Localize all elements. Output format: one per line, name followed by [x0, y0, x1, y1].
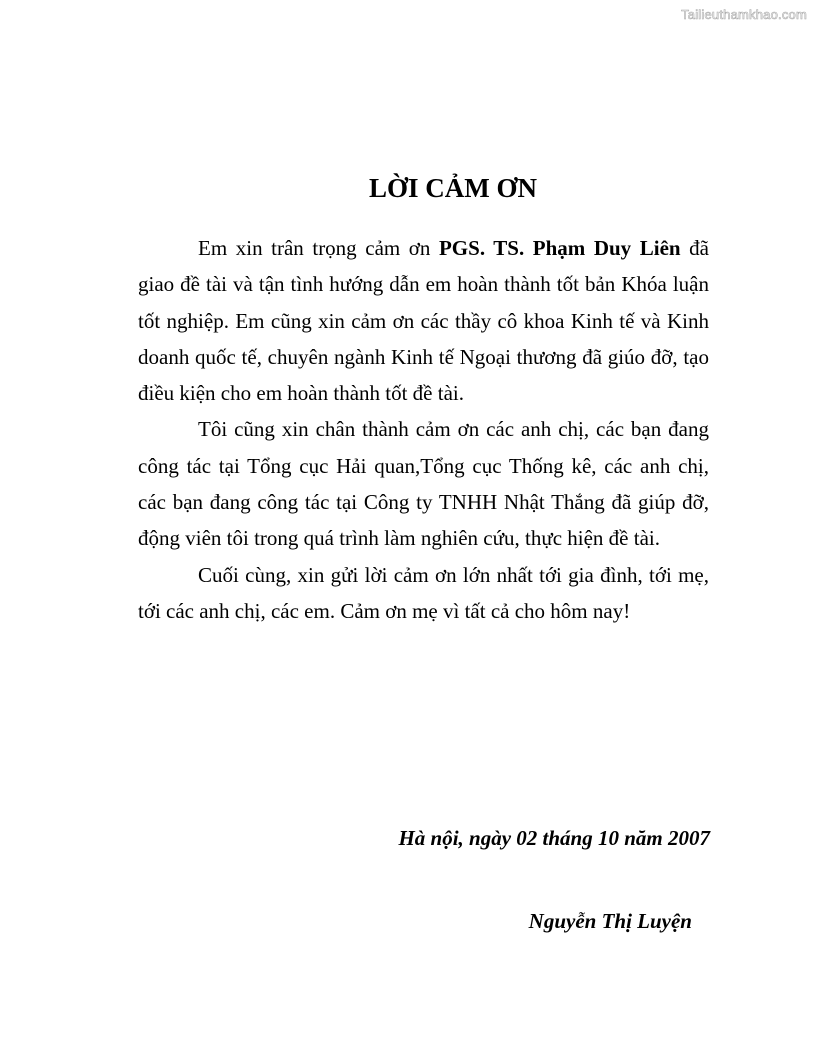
paragraph-1: [138, 230, 709, 411]
paragraph-3: Cuối cùng, xin gửi lời cảm ơn lớn nhất tới gia đình, tới mẹ, tới các anh chị, các em. Cảm ơn mẹ vì tất cả cho hôm nay!: [138, 562, 709, 623]
paragraph-1-intro: Em xin trân trọng cảm ơn: [198, 236, 439, 260]
date-line: Hà nội, ngày 02 tháng 10 năm 2007: [398, 826, 710, 850]
author-signature: Nguyễn Thị Luyện: [528, 909, 692, 933]
paragraph-2: Tôi cũng xin chân thành cảm ơn các anh chị, các bạn đang công tác tại Tổng cục Hải quan,Tổng cục Thống kê, các anh chị, các bạn đang công tác tại Công ty TNHH Nhật Thắng đã giúp đỡ, động viên tôi trong quá trình làm nghiên cứu, thực hiện đề tài.: [138, 417, 709, 551]
watermark-text: Tailieuthamkhao.com: [681, 7, 807, 22]
advisor-name: PGS. TS. Phạm Duy Liên: [438, 236, 681, 260]
acknowledgement-body: [138, 230, 709, 629]
page-title: LỜI CẢM ƠN: [369, 173, 537, 203]
paragraph-1-rest: đã giao đề tài và tận tình hướng dẫn em hoàn thành tốt bản Khóa luận tốt nghiệp. Em cũng xin cảm ơn các thầy cô khoa Kinh tế và Kinh doanh quốc tế, chuyên ngành Kinh tế Ngoại thương đã giúo đỡ, tạo điều kiện cho em hoàn thành tốt đề tài.: [138, 236, 709, 406]
